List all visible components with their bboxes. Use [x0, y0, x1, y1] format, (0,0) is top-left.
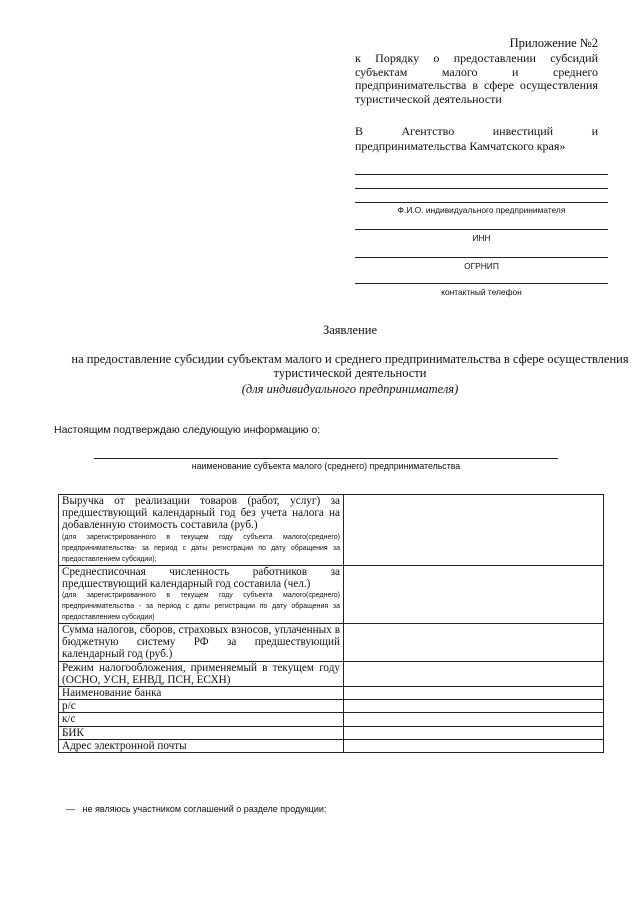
row-label-cell: [59, 739, 344, 752]
row-label: Наименование банка: [62, 687, 162, 700]
row-value-cell[interactable]: [344, 495, 604, 566]
fio-line: [355, 202, 608, 203]
row-label-cell: [59, 495, 344, 566]
table-row: [59, 700, 604, 713]
table-row: [59, 661, 604, 686]
row-value-cell[interactable]: [344, 700, 604, 713]
row-note: (для зарегистрированного в текущем году субъекта малого(среднего) предпринимательства- за период с даты регистрации по дату обращения за предоставлением субсидии);: [62, 533, 340, 563]
row-value-cell[interactable]: [344, 661, 604, 686]
row-value-cell[interactable]: [344, 565, 604, 623]
row-value-cell[interactable]: [344, 687, 604, 700]
row-label-cell: [59, 624, 344, 662]
inn-line: [355, 229, 608, 230]
table-row: [59, 739, 604, 752]
subject-caption: наименование субъекта малого (среднего) предпринимательства: [191, 461, 461, 471]
row-label: Режим налогообложения, применяемый в текущем году (ОСНО, УСН, ЕНВД, ПСН, ЕСХН): [62, 661, 340, 686]
subject-line: [94, 458, 558, 459]
document-title: Заявление: [322, 323, 377, 337]
appendix-title: Приложение №2: [509, 36, 598, 50]
row-value-cell[interactable]: [344, 713, 604, 726]
row-label: Среднесписочная численность работников за предшествующий календарный год составила (чел.): [62, 565, 340, 590]
bullet-item: [66, 804, 326, 814]
table-row: [59, 687, 604, 700]
table-row: [59, 624, 604, 662]
ogrnip-caption: ОГРНИП: [464, 261, 499, 271]
row-label-cell: [59, 687, 344, 700]
appendix-reference: к Порядку о предоставлении субсидий субъектам малого и среднего предпринимательства в сфере осуществления туристической деятельности: [355, 51, 598, 106]
document-subtitle: на предоставление субсидии субъектам малого и среднего предпринимательства в сфере осуществления туристической деятельности: [71, 352, 629, 380]
row-label-cell: [59, 700, 344, 713]
info-table: [58, 494, 604, 753]
addressee: [355, 124, 598, 154]
row-label: Выручка от реализации товаров (работ, услуг) за предшествующий календарный год без учета налога на добавленную стоимость составила (руб.): [62, 495, 340, 532]
row-label: р/с: [62, 700, 76, 713]
fio-caption: Ф.И.О. индивидуального предпринимателя: [397, 205, 566, 215]
table-row: [59, 495, 604, 566]
row-label: к/с: [62, 713, 76, 726]
phone-caption: контактный телефон: [441, 287, 522, 297]
document-note: (для индивидуального предпринимателя): [241, 382, 459, 396]
row-label-cell: [59, 661, 344, 686]
row-label: БИК: [62, 726, 84, 739]
row-label-cell: [59, 726, 344, 739]
row-label: Адрес электронной почты: [62, 739, 187, 752]
blank-line-2: [355, 188, 608, 189]
addressee-line-1: В Агентство инвестиций и: [355, 124, 598, 138]
phone-line: [355, 283, 608, 284]
row-label-cell: [59, 565, 344, 623]
confirm-text: Настоящим подтверждаю следующую информацию о:: [54, 424, 321, 436]
row-note: (для зарегистрированного в текущем году субъекта малого(среднего) предпринимательства - за период с даты регистрации по дату обращения за предоставлением субсидии): [62, 592, 340, 622]
bullet-text: не являюсь участником соглашений о разделе продукции;: [82, 804, 327, 814]
table-row: [59, 713, 604, 726]
blank-line-1: [355, 174, 608, 175]
row-value-cell[interactable]: [344, 739, 604, 752]
addressee-line-2: предпринимательства Камчатского края»: [355, 139, 566, 153]
table-row: [59, 565, 604, 623]
ogrnip-line: [355, 257, 608, 258]
row-label: Сумма налогов, сборов, страховых взносов, уплаченных в бюджетную систему РФ за предшествующий календарный год (руб.): [62, 624, 340, 661]
row-label-cell: [59, 713, 344, 726]
row-value-cell[interactable]: [344, 624, 604, 662]
bullet-dash: —: [66, 804, 75, 814]
inn-caption: ИНН: [472, 233, 491, 243]
row-value-cell[interactable]: [344, 726, 604, 739]
table-row: [59, 726, 604, 739]
